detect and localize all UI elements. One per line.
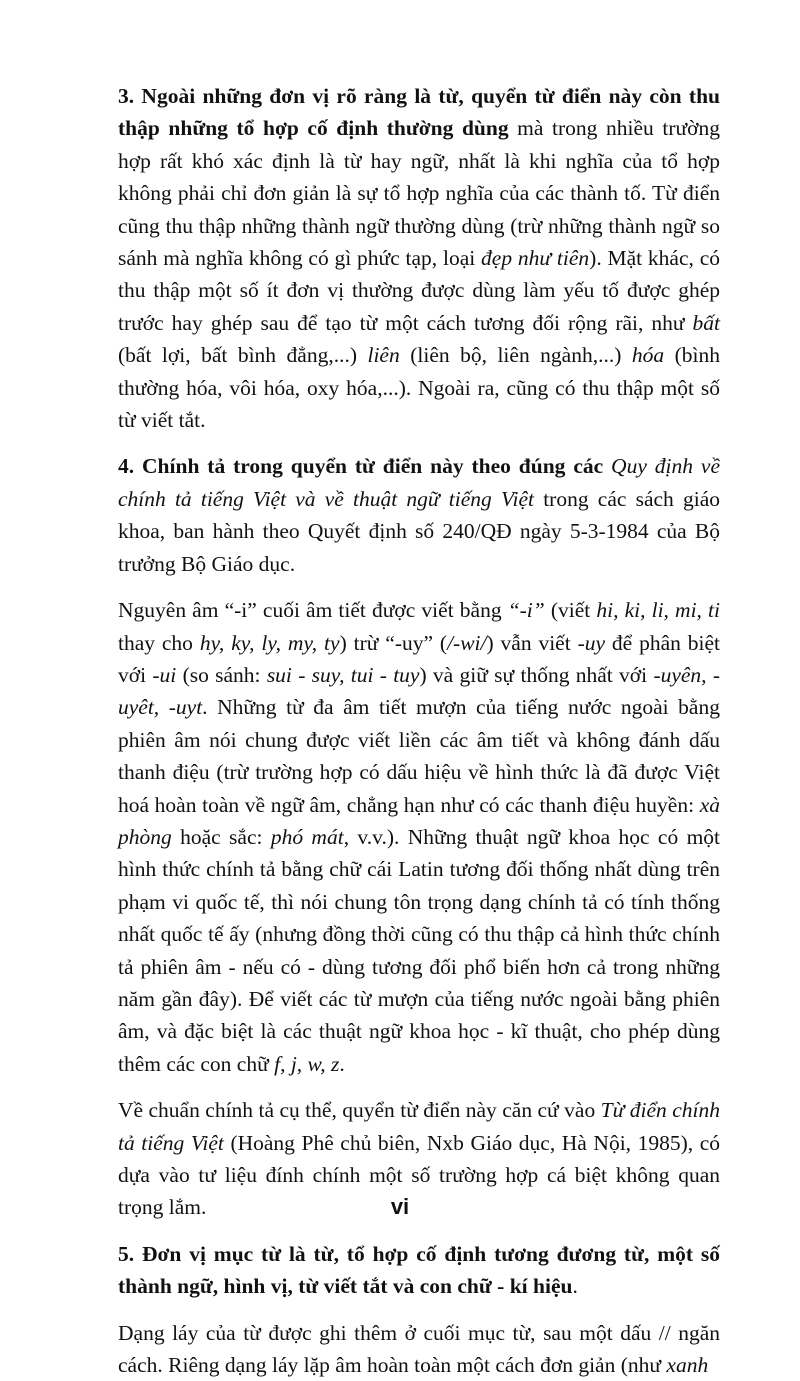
section-4-reference-title: Quy định về chính tả tiếng Việt và về thuật ngữ tiếng Việt — [118, 454, 720, 511]
paragraph-italic: phó mát — [270, 824, 344, 849]
paragraph-italic: xanh — [666, 1353, 709, 1378]
section-4-heading: 4. Chính tả trong quyển từ điển này theo đúng các — [118, 454, 604, 479]
paragraph-italic: -uy — [577, 630, 606, 655]
section-3-example-1: đẹp như tiên — [481, 246, 590, 271]
section-3-example-2: bất — [692, 310, 720, 335]
section-3-text: (bất lợi, bất bình đẳng,...) — [118, 343, 368, 368]
section-3-example-4: hóa — [631, 343, 665, 368]
paragraph-text: để phân biệt với — [118, 630, 720, 687]
paragraph-text: ) vẫn viết — [486, 630, 578, 655]
paragraph-text: Dạng láy của từ được ghi thêm ở cuối mục từ, sau một dấu // ngăn cách. Riêng dạng láy lặp âm hoàn toàn một cách đơn giản (như — [118, 1320, 720, 1378]
reference-title: Từ điển chính tả tiếng Việt — [118, 1098, 720, 1155]
section-5-paragraph-2 — [118, 1317, 720, 1381]
paragraph-italic: xà phòng — [118, 792, 720, 849]
paragraph-text: Nguyên âm “-i” cuối âm tiết được viết bằng — [118, 598, 508, 623]
paragraph-text: , v.v.). Những thuật ngữ khoa học có một hình thức chính tả bằng chữ cái Latin tương đối thống nhất dùng trên phạm vi quốc tế, thì nói chung tôn trọng dạng chính tả có tính thống nhất quốc tế ấy (nhưng đồng thời cũng có thu thập cả hình thức chính tả phiên âm - nếu có - dùng tương đối phổ biến hơn cả trong những năm gần đây). Để viết các từ mượn của tiếng nước ngoài bằng phiên âm, và đặc biệt là các thuật ngữ khoa học - kĩ thuật, cho phép dùng thêm các con chữ — [118, 824, 721, 1076]
paragraph-text: ) trừ “-uy” ( — [339, 630, 448, 655]
section-3-text: (liên bộ, liên ngành,...) — [399, 343, 632, 368]
paragraph-text: (viết — [544, 598, 597, 623]
paragraph-text: (so sánh: — [176, 662, 267, 687]
paragraph-text: hoặc sắc: — [171, 824, 271, 849]
section-3-heading: 3. Ngoài những đơn vị rõ ràng là từ, quyển từ điển này còn thu thập những tổ hợp cố định thường dùng — [118, 84, 720, 141]
section-5-heading-end: . — [572, 1274, 578, 1299]
paragraph-text: (Hoàng Phê chủ biên, Nxb Giáo dục, Hà Nội, 1985), có dựa vào tư liệu đính chính một số trường hợp cá biệt không quan trọng lắm. — [118, 1130, 720, 1220]
paragraph-text: thay cho — [118, 630, 200, 655]
section-3-text: mà trong nhiều trường hợp rất khó xác định là từ hay ngữ, nhất là khi nghĩa của tổ hợp không phải chỉ đơn giản là sự tổ hợp nghĩa của các thành tố. Từ điển cũng thu thập những thành ngữ thường dùng (trừ những thành ngữ so sánh mà nghĩa không có gì phức tạp, loại — [118, 116, 720, 271]
section-3-text: (bình thường hóa, vôi hóa, oxy hóa,...). Ngoài ra, cũng có thu thập một số từ viết tắt. — [118, 343, 720, 433]
paragraph-text: . Những từ đa âm tiết mượn của tiếng nước ngoài bằng phiên âm nói chung được viết liền các âm tiết và không đánh dấu thanh điệu (trừ trường hợp có dấu hiệu về hình thức là đã được Việt hoá hoàn toàn về ngữ âm, chẳng hạn như có các thanh điệu huyền: — [118, 695, 720, 817]
page-number: vi — [390, 1194, 410, 1219]
section-4-text: trong các sách giáo khoa, ban hành theo Quyết định số 240/QĐ ngày 5-3-1984 của Bộ trưởng Bộ Giáo dục. — [118, 486, 720, 576]
paragraph-text: ) và giữ sự thống nhất với — [419, 662, 654, 687]
section-3 — [118, 80, 720, 436]
paragraph-italic: “-i” — [507, 598, 545, 623]
section-4-paragraph-2 — [118, 594, 720, 1080]
section-3-text: ). Mặt khác, có thu thập một số ít đơn vị thường được dùng làm yếu tố được ghép trước hay ghép sau để tạo từ một cách tương đối rộng rãi, như — [118, 246, 720, 335]
paragraph-italic: sui - suy, tui - tuy — [266, 662, 420, 687]
paragraph-italic: /-wi/ — [447, 630, 487, 655]
paragraph-text: . — [339, 1051, 345, 1076]
section-3-example-3: liên — [367, 343, 400, 368]
paragraph-italic: -ui — [152, 662, 177, 687]
paragraph-italic: f, j, w, z — [274, 1051, 340, 1076]
paragraph-italic: hi, ki, li, mi, ti — [596, 598, 720, 623]
section-5-heading: 5. Đơn vị mục từ là từ, tổ hợp cố định tương đương từ, một số thành ngữ, hình vị, từ viết tắt và con chữ - kí hiệu — [118, 1241, 720, 1299]
page-content — [118, 80, 720, 1381]
paragraph-italic: hy, ky, ly, my, ty — [199, 630, 340, 655]
paragraph-italic: -uyên, -uyêt, -uyt — [118, 662, 721, 720]
paragraph-text: Về chuẩn chính tả cụ thể, quyển từ điển này căn cứ vào — [118, 1098, 601, 1123]
section-4 — [118, 450, 720, 580]
